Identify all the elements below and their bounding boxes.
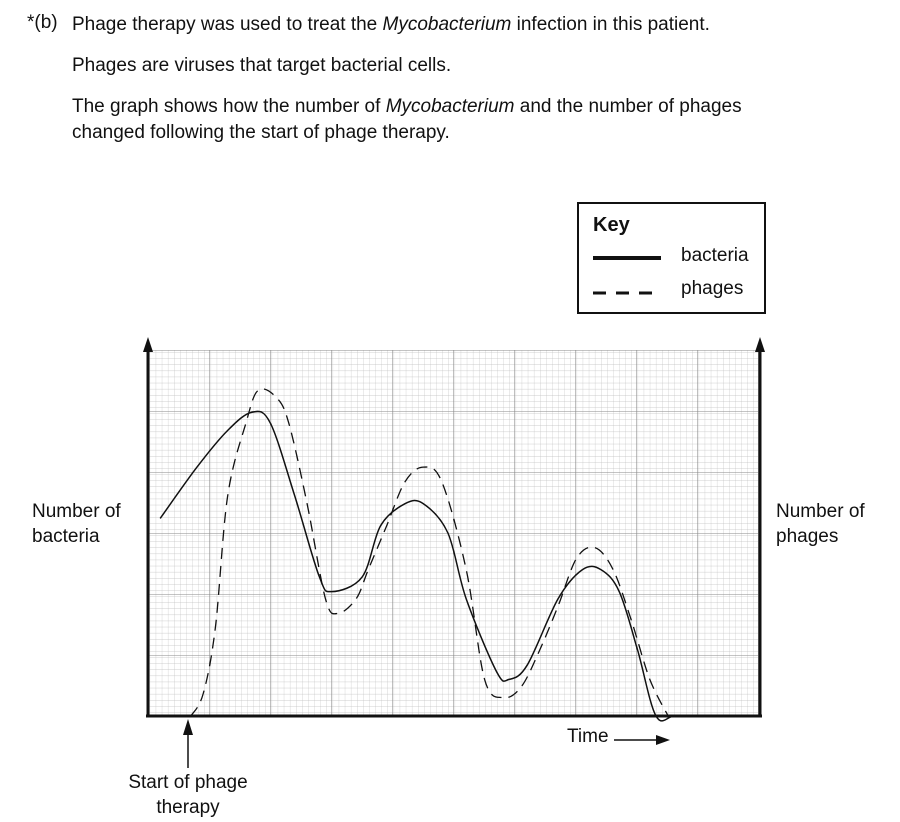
start-therapy-arrow-head: [183, 719, 193, 735]
question-line-1: Phage therapy was used to treat the Mycobacterium infection in this patient.: [72, 14, 710, 35]
chart-grid: [148, 350, 760, 716]
y-axis-left-arrow: [143, 337, 153, 352]
legend-label-phages: phages: [681, 278, 744, 299]
start-of-therapy-label: Start of phage therapy: [128, 772, 248, 818]
y-axis-right-label: Number of phages: [776, 501, 865, 547]
question-number: *(b): [27, 12, 58, 33]
question-line-4: changed following the start of phage therapy.: [72, 122, 450, 143]
question-line-2: Phages are viruses that target bacterial cells.: [72, 55, 452, 76]
y-axis-left-label: Number of bacteria: [32, 501, 121, 547]
x-axis-arrow-head: [656, 735, 670, 745]
legend-label-bacteria: bacteria: [681, 245, 749, 266]
y-axis-right-arrow: [755, 337, 765, 352]
legend-title: Key: [593, 214, 630, 236]
x-axis-label: Time: [567, 726, 609, 747]
question-line-3: The graph shows how the number of Mycobacterium and the number of phages: [72, 96, 742, 117]
